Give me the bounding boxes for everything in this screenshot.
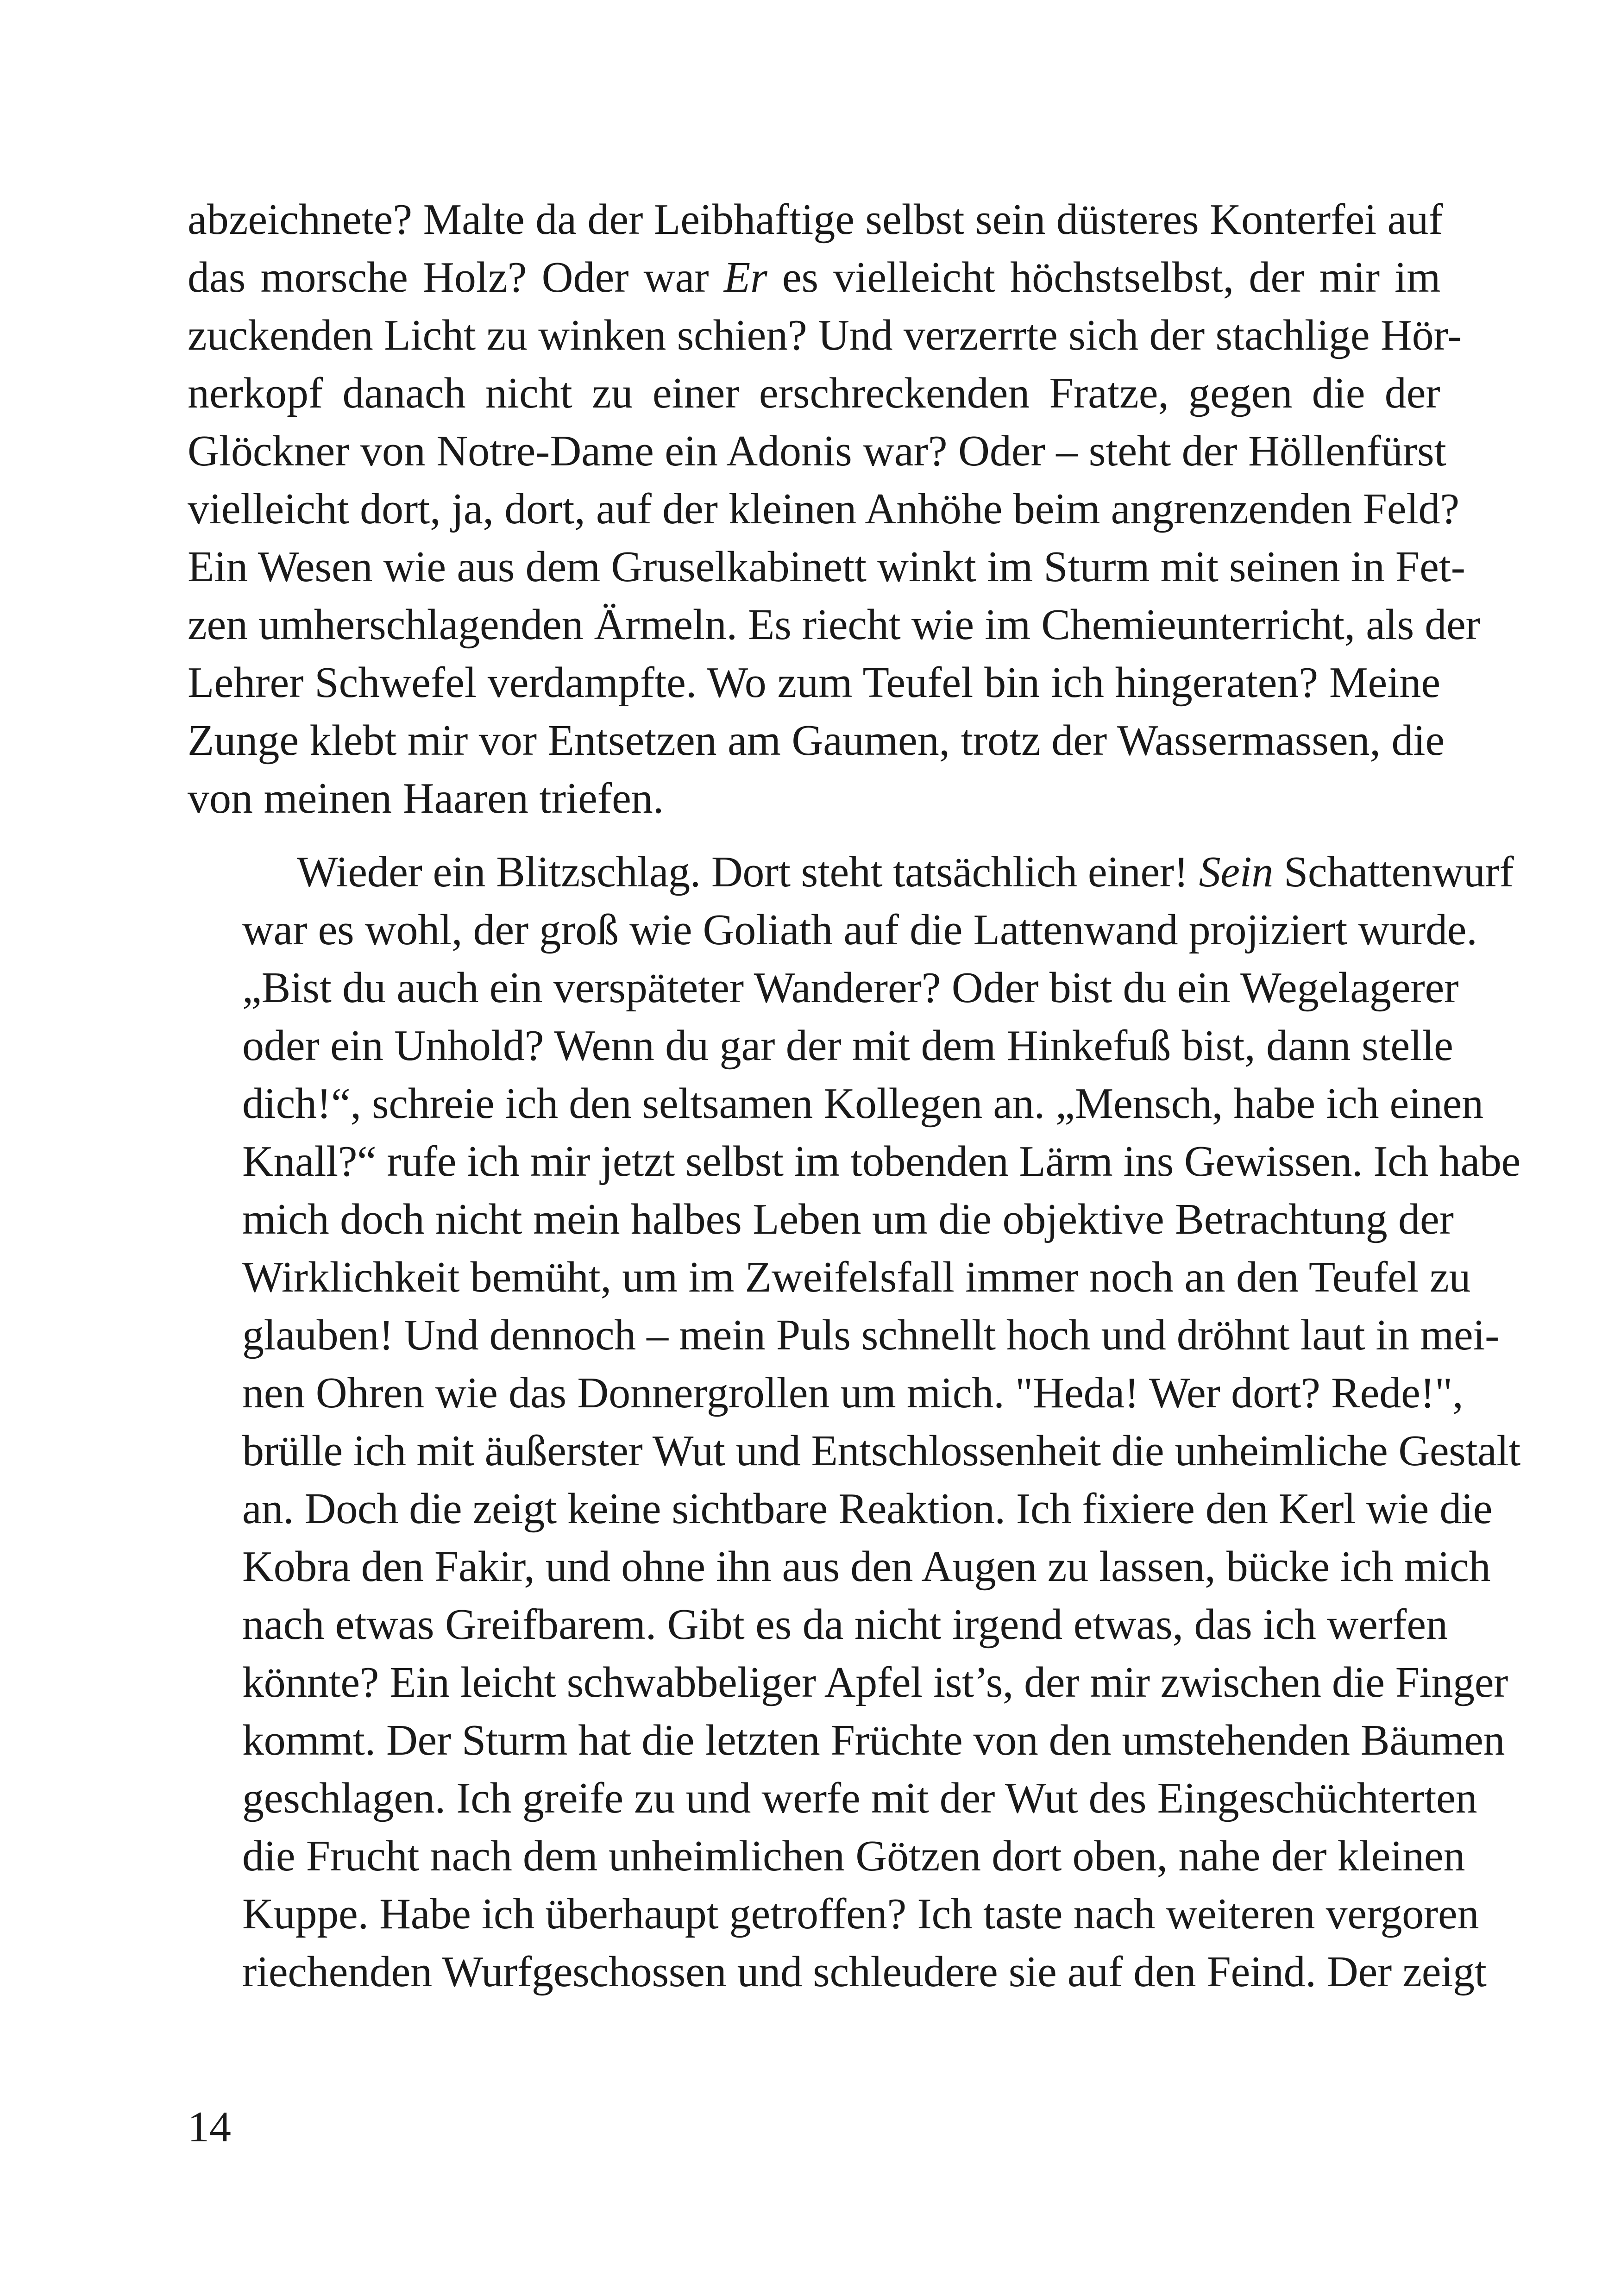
text-line <box>188 538 1465 596</box>
text-segment: Wieder ein Blitzschlag. Dort steht tatsächlich einer! <box>297 848 1199 896</box>
text-segment: zuckenden Licht zu winken schien? Und verzerrte sich der stachlige Hör- <box>188 311 1462 359</box>
text-segment: glauben! Und dennoch – mein Puls schnellt hoch und dröhnt laut in mei- <box>242 1311 1500 1359</box>
text-segment: das morsche Holz? Oder war <box>188 253 724 301</box>
text-segment: oder ein Unhold? Wenn du gar der mit dem Hinkefuß bist, dann stelle <box>242 1022 1453 1070</box>
text-line <box>188 1943 1487 2001</box>
text-line <box>188 1827 1465 1885</box>
text-segment: nach etwas Greifbarem. Gibt es da nicht irgend etwas, das ich werfen <box>242 1600 1448 1649</box>
text-line <box>188 191 1443 249</box>
text-segment: zen umherschlagenden Ärmeln. Es riecht wie im Chemieunterricht, als der <box>188 601 1480 649</box>
text-segment: mich doch nicht mein halbes Leben um die objektive Betrachtung der <box>242 1195 1454 1243</box>
text-segment: könnte? Ein leicht schwabbeliger Apfel ist’s, der mir zwischen die Finger <box>242 1658 1508 1706</box>
text-line <box>188 307 1462 364</box>
text-line <box>188 480 1459 538</box>
body-text <box>188 191 1520 2001</box>
text-segment: kommt. Der Sturm hat die letzten Früchte von den umstehenden Bäumen <box>242 1716 1505 1764</box>
text-line <box>188 1075 1483 1133</box>
text-line <box>188 364 1440 422</box>
text-line <box>188 1364 1464 1422</box>
text-line <box>188 1480 1493 1538</box>
text-line <box>188 1191 1454 1248</box>
text-line <box>188 843 1514 901</box>
text-line <box>188 901 1477 959</box>
text-line <box>188 422 1446 480</box>
text-segment: Wirklichkeit bemüht, um im Zweifelsfall immer noch an den Teufel zu <box>242 1253 1471 1301</box>
text-line <box>188 1248 1471 1306</box>
text-line <box>188 770 1440 828</box>
text-segment: riechenden Wurfgeschossen und schleudere sie auf den Feind. Der zeigt <box>242 1948 1487 1996</box>
text-segment: Kuppe. Habe ich überhaupt getroffen? Ich taste nach weiteren vergoren <box>242 1890 1479 1938</box>
italic-word: Er <box>723 253 767 301</box>
text-segment: es vielleicht höchstselbst, der mir im <box>767 253 1441 301</box>
text-segment: vielleicht dort, ja, dort, auf der kleinen Anhöhe beim angrenzenden Feld? <box>188 485 1459 533</box>
text-line <box>188 654 1440 712</box>
text-segment: die Frucht nach dem unheimlichen Götzen dort oben, nahe der kleinen <box>242 1832 1465 1880</box>
text-line <box>188 712 1445 770</box>
text-line <box>188 1885 1479 1943</box>
text-line <box>188 596 1480 654</box>
text-segment: Zunge klebt mir vor Entsetzen am Gaumen, trotz der Wassermassen, die <box>188 716 1445 765</box>
text-line <box>188 1422 1520 1480</box>
text-segment: nerkopf danach nicht zu einer erschreckenden Fratze, gegen die der <box>188 369 1440 417</box>
text-segment: Glöckner von Notre-Dame ein Adonis war? Oder – steht der Höllenfürst <box>188 427 1446 475</box>
text-segment: Schattenwurf <box>1273 848 1514 896</box>
text-segment: abzeichnete? Malte da der Leibhaftige selbst sein düsteres Konterfei auf <box>188 195 1443 244</box>
text-segment: dich!“, schreie ich den seltsamen Kollegen an. „Mensch, habe ich einen <box>242 1079 1483 1128</box>
text-segment: von meinen Haaren triefen. <box>188 774 664 822</box>
text-segment: Ein Wesen wie aus dem Gruselkabinett winkt im Sturm mit seinen in Fet- <box>188 543 1465 591</box>
text-line <box>188 1306 1500 1364</box>
italic-word: Sein <box>1199 848 1273 896</box>
page-number: 14 <box>188 2103 231 2151</box>
text-line <box>188 1017 1453 1075</box>
text-segment: nen Ohren wie das Donnergrollen um mich. "Heda! Wer dort? Rede!", <box>242 1369 1464 1417</box>
text-line <box>188 1712 1505 1769</box>
text-segment: geschlagen. Ich greife zu und werfe mit der Wut des Eingeschüchterten <box>242 1774 1477 1822</box>
text-line <box>188 1654 1508 1712</box>
paragraph <box>188 843 1520 2001</box>
text-segment: war es wohl, der groß wie Goliath auf die Lattenwand projiziert wurde. <box>242 906 1477 954</box>
text-line <box>188 959 1459 1017</box>
text-line <box>188 1596 1448 1654</box>
text-line <box>188 1769 1477 1827</box>
text-line <box>188 1133 1520 1191</box>
text-segment: Lehrer Schwefel verdampfte. Wo zum Teufel bin ich hingeraten? Meine <box>188 659 1441 707</box>
text-segment: Knall?“ rufe ich mir jetzt selbst im tobenden Lärm ins Gewissen. Ich habe <box>242 1137 1520 1186</box>
paragraph <box>188 191 1480 828</box>
text-segment: Kobra den Fakir, und ohne ihn aus den Augen zu lassen, bücke ich mich <box>242 1543 1491 1591</box>
text-line <box>188 1538 1491 1596</box>
text-line <box>188 249 1440 307</box>
text-segment: „Bist du auch ein verspäteter Wanderer? Oder bist du ein Wegelagerer <box>242 964 1459 1012</box>
text-segment: an. Doch die zeigt keine sichtbare Reaktion. Ich fixiere den Kerl wie die <box>242 1485 1493 1533</box>
text-segment: brülle ich mit äußerster Wut und Entschlossenheit die unheimliche Gestalt <box>242 1427 1520 1475</box>
